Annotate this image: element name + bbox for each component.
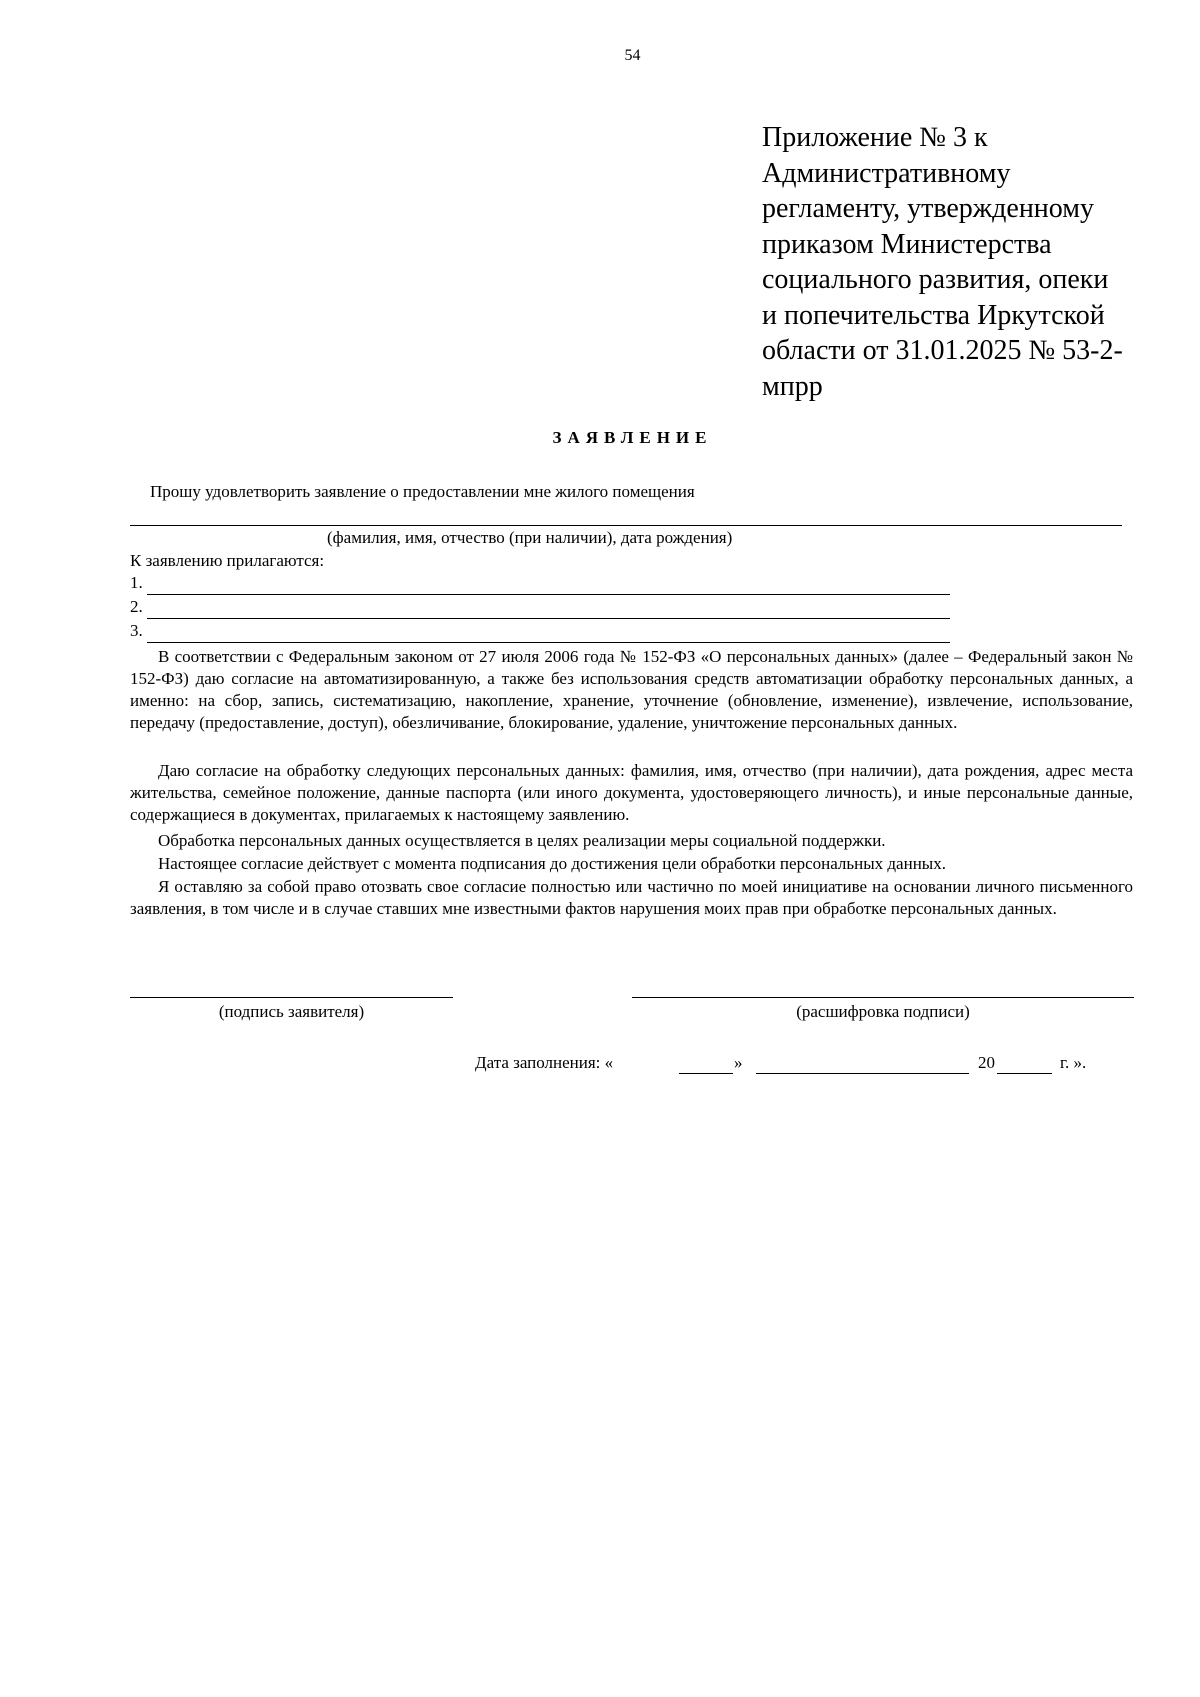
page-number: 54: [624, 47, 641, 64]
appendix-line: области от 31.01.2025 № 53-2-: [762, 335, 1123, 366]
attachment-number: 1.: [130, 573, 143, 592]
attachment-number: 2.: [130, 597, 143, 616]
signature-decode-caption: (расшифровка подписи): [796, 1002, 970, 1021]
appendix-line: и попечительства Иркутской: [762, 299, 1105, 331]
signature-line[interactable]: [130, 997, 453, 998]
consent-paragraph-revocation: Я оставляю за собой право отозвать свое согласие полностью или частично по моей инициативе на основании личного письменного заявления, в том числе и в случае ставших мне известными фактов нарушения моих прав при обработке персональных данных.: [130, 877, 1133, 918]
attachment-line-2[interactable]: [147, 618, 950, 619]
date-close-quote: »: [734, 1053, 743, 1072]
appendix-note: [762, 120, 1162, 404]
document-title: ЗАЯВЛЕНИЕ: [552, 428, 713, 447]
appendix-line: социального развития, опеки: [762, 264, 1109, 295]
attachment-number: 3.: [130, 621, 143, 640]
appendix-line: Административному: [762, 157, 1011, 189]
applicant-name-caption: (фамилия, имя, отчество (при наличии), дата рождения): [327, 528, 733, 547]
appendix-line: приказом Министерства: [762, 228, 1052, 260]
consent-paragraph-purpose: Обработка персональных данных осуществляется в целях реализации меры социальной поддержки.: [158, 831, 886, 850]
signature-caption: (подпись заявителя): [218, 1002, 365, 1021]
consent-paragraph-data-list: Даю согласие на обработку следующих персональных данных: фамилия, имя, отчество (при наличии), дата рождения, адрес места жительства, семейное положение, данные паспорта (или иного документа, удостоверяющего личность), и иные персональные данные, содержащиеся в документах, прилагаемых к настоящему заявлению.: [130, 761, 1133, 824]
signature-decode-line[interactable]: [632, 997, 1134, 998]
date-label: Дата заполнения: «: [475, 1053, 614, 1072]
consent-paragraph-law: В соответствии с Федеральным законом от 27 июля 2006 года № 152-ФЗ «О персональных данных» (далее – Федеральный закон № 152-ФЗ) даю согласие на автоматизированную, а также без использования средств автоматизации обработку персональных данных, а именно: на сбор, запись, систематизацию, накопление, хранение, уточнение (обновление, изменение), извлечение, использование, передачу (предоставление, доступ), обезличивание, блокирование, удаление, уничтожение персональных данных.: [130, 647, 1133, 732]
appendix-line: мпрр: [762, 370, 823, 402]
attachments-label: К заявлению прилагаются:: [130, 551, 325, 570]
request-text: Прошу удовлетворить заявление о предоставлении мне жилого помещения: [150, 482, 695, 501]
consent-paragraph-validity: Настоящее согласие действует с момента подписания до достижения цели обработки персональных данных.: [158, 854, 946, 873]
date-day-line[interactable]: [679, 1073, 733, 1074]
attachment-line-1[interactable]: [147, 594, 950, 595]
date-year-prefix: 20: [978, 1053, 995, 1072]
attachment-line-3[interactable]: [147, 642, 950, 643]
date-year-line[interactable]: [997, 1073, 1052, 1074]
appendix-line: Приложение № 3 к: [762, 122, 988, 153]
date-suffix: г. ».: [1060, 1053, 1087, 1072]
date-month-line[interactable]: [756, 1073, 969, 1074]
appendix-line: регламенту, утвержденному: [762, 193, 1094, 224]
applicant-name-line[interactable]: [130, 525, 1122, 526]
